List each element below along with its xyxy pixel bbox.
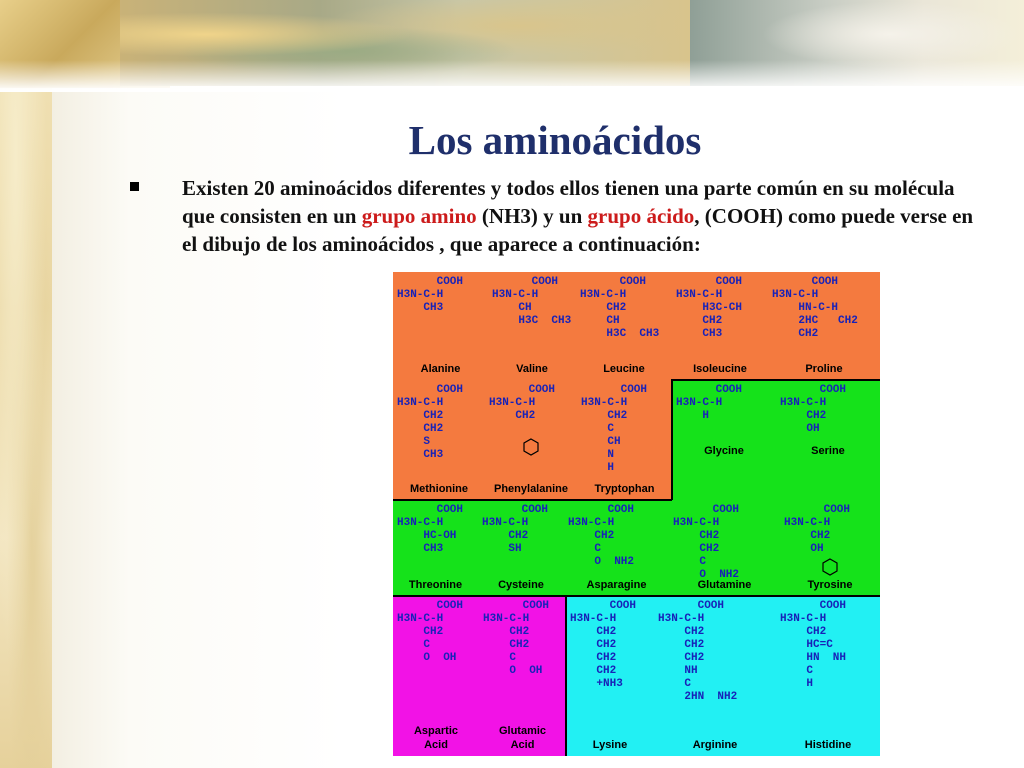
benzene-ring-icon [822, 558, 838, 576]
amino-acid-name: Arginine [692, 739, 738, 751]
amino-acid-name: Glutamic Acid [498, 725, 547, 751]
amino-acid-asparagine [564, 500, 669, 596]
structural-formula: COOH H3N-C-H CH2 C O OH [397, 600, 464, 664]
highlight-grupo-acido: grupo ácido [587, 204, 695, 228]
structural-formula: COOH H3N-C-H CH2 HC=C HN NH C H [780, 600, 847, 690]
amino-acid-glutamic-acid [479, 596, 566, 756]
amino-acid-name: Alanine [420, 363, 461, 375]
amino-acid-histidine [776, 596, 880, 756]
amino-acid-name: Isoleucine [693, 363, 747, 375]
bullet-text-part3: , (COOH) como puede verse en el dibujo de los aminoácidos , que aparece a continuación: [182, 204, 974, 256]
amino-acid-cysteine [478, 500, 564, 596]
amino-acid-valine [488, 272, 576, 380]
amino-acid-methionine [393, 380, 485, 500]
bullet-text [182, 174, 982, 258]
structural-formula: COOH H3N-C-H CH2 CH2 CH2 CH2 +NH3 [570, 600, 637, 690]
structural-formula: COOH H3N-C-H CH2 CH H3C CH3 [580, 276, 660, 340]
amino-acid-name: Leucine [603, 363, 645, 375]
amino-acid-tyrosine [780, 500, 880, 596]
amino-acid-glutamine [669, 500, 780, 596]
amino-acid-isoleucine [672, 272, 768, 380]
structural-formula: COOH H3N-C-H HC-OH CH3 [397, 504, 464, 555]
structural-formula: COOH H3N-C-H CH2 [489, 384, 556, 422]
benzene-ring-icon [523, 438, 539, 456]
amino-acid-name: Phenylalanine [494, 483, 568, 495]
amino-acid-name: Tryptophan [594, 483, 655, 495]
structural-formula: COOH H3N-C-H CH2 C O NH2 [568, 504, 635, 568]
structural-formula: COOH H3N-C-H CH2 OH [780, 384, 847, 435]
amino-acid-phenylalanine [485, 380, 577, 500]
amino-acid-proline [768, 272, 880, 380]
bullet-text-part1: Existen 20 aminoácidos diferentes y todos ellos tienen una parte común en su molécula que consisten en un [182, 176, 955, 228]
amino-acid-arginine [654, 596, 776, 756]
amino-acid-name: Aspartic Acid [413, 725, 459, 751]
structural-formula: COOH H3N-C-H CH2 CH2 C O OH [483, 600, 550, 677]
amino-acid-name: Threonine [408, 579, 463, 591]
amino-acid-chart [393, 272, 880, 756]
leaf-banner [0, 0, 1024, 92]
structural-formula: COOH H3N-C-H CH3 [397, 276, 464, 314]
highlight-grupo-amino: grupo amino [361, 204, 477, 228]
structural-formula: COOH H3N-C-H H [676, 384, 743, 422]
structural-formula: COOH H3N-C-H CH H3C CH3 [492, 276, 572, 327]
structural-formula: COOH H3N-C-H H3C-CH CH2 CH3 [676, 276, 743, 340]
amino-acid-lysine [566, 596, 654, 756]
amino-acid-name: Tyrosine [807, 579, 853, 591]
amino-acid-name: Glutamine [697, 579, 752, 591]
amino-acid-serine [776, 380, 880, 462]
structural-formula: COOH H3N-C-H CH2 CH2 CH2 NH C 2HN NH2 [658, 600, 738, 703]
amino-acid-aspartic-acid [393, 596, 479, 756]
amino-acid-name: Valine [516, 363, 548, 375]
bullet-square-icon [130, 182, 139, 191]
structural-formula: COOH H3N-C-H CH2 CH2 S CH3 [397, 384, 464, 461]
amino-acid-leucine [576, 272, 672, 380]
amino-acid-name: Cysteine [498, 579, 544, 591]
amino-acid-name: Lysine [592, 739, 628, 751]
amino-acid-alanine [393, 272, 488, 380]
amino-acid-threonine [393, 500, 478, 596]
amino-acid-tryptophan [577, 380, 672, 500]
amino-acid-name: Serine [811, 445, 845, 457]
structural-formula: COOH H3N-C-H HN-C-H 2HC CH2 CH2 [772, 276, 858, 340]
amino-acid-name: Proline [805, 363, 843, 375]
amino-acid-name: Asparagine [586, 579, 647, 591]
amino-acid-name: Methionine [409, 483, 469, 495]
structural-formula: COOH H3N-C-H CH2 OH [784, 504, 851, 555]
structural-formula: COOH H3N-C-H CH2 CH2 C O NH2 [673, 504, 740, 581]
amino-acid-name: Histidine [804, 739, 852, 751]
amino-acid-glycine [672, 380, 776, 462]
structural-formula: COOH H3N-C-H CH2 C CH N H [581, 384, 648, 474]
slide-title: Los aminoácidos [408, 117, 702, 163]
bullet-text-part2: (NH3) y un [476, 204, 588, 228]
amino-acid-name: Glycine [704, 445, 744, 457]
structural-formula: COOH H3N-C-H CH2 SH [482, 504, 549, 555]
